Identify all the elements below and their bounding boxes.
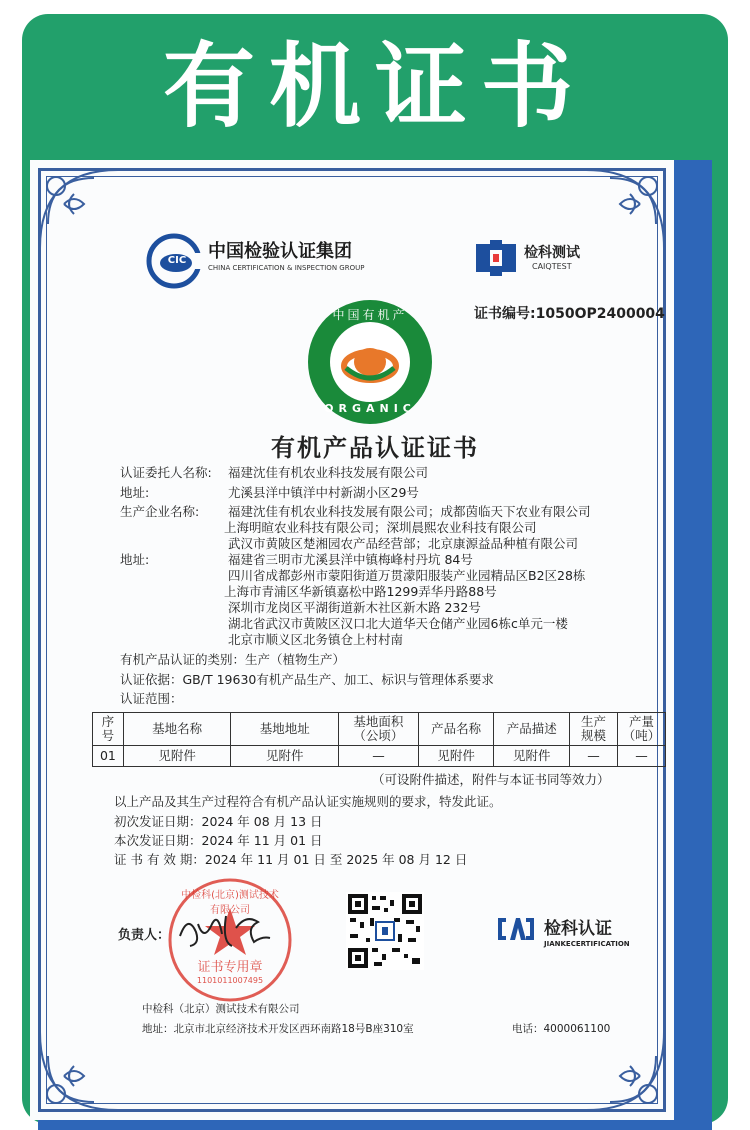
header-cell-base-address [231, 713, 339, 746]
caiqtest-name: 检科测试 [524, 245, 580, 261]
header-cell-base-name [123, 713, 231, 746]
producer-address-line-1: 福建省三明市尤溪县洋中镇梅峰村丹坑 84号 [228, 552, 473, 567]
organic-logo [306, 298, 434, 426]
header-cell-text: （公顷） [353, 728, 404, 743]
table-row [93, 746, 666, 767]
stamp-center-text: 证书专用章 [197, 960, 263, 975]
producer-address-line-6: 北京市顺义区北务镇仓上村村南 [228, 632, 404, 647]
scope-label: 认证范围： [120, 691, 183, 706]
table-cell: 见附件 [418, 746, 494, 767]
header-cell-scale [570, 713, 618, 746]
cic-name: 中国检验认证集团 [208, 241, 352, 262]
header-cell-text: 产品名称 [431, 721, 482, 736]
producer-line-2: 上海明暄农业科技有限公司；深圳晨熙农业科技有限公司 [224, 520, 537, 535]
qr-code-icon [346, 892, 424, 970]
producer-label: 生产企业名称: [120, 504, 200, 519]
client-label: 认证委托人名称: [120, 465, 212, 480]
organic-logo-bottom-text: ORGANIC [324, 402, 416, 415]
table-cell: — [618, 746, 666, 767]
certification-basis: 认证依据：GB/T 19630有机产品生产、加工、标识与管理体系要求 [120, 672, 494, 687]
cic-logo [146, 233, 202, 289]
attachment-note: （可设附件描述，附件与本证书同等效力） [372, 772, 610, 787]
cic-logo-text: CIC [167, 255, 187, 266]
organic-logo-top-text: 中国有机产品 [332, 308, 408, 339]
responsible-label: 负责人： [118, 928, 171, 943]
corner-ornament-top-right [580, 164, 670, 254]
client-value: 福建沈佳有机农业科技发展有限公司 [228, 465, 429, 480]
certificate-title: 有机产品认证证书 [271, 434, 479, 462]
stamp-number: 1101011007495 [196, 976, 264, 985]
compliance-statement: 以上产品及其生产过程符合有机产品认证实施规则的要求，特发此证。 [114, 794, 502, 809]
address-label: 地址: [120, 485, 150, 500]
cic-name-en: CHINA CERTIFICATION & INSPECTION GROUP [208, 264, 365, 272]
producer-address-line-4: 深圳市龙岗区平湖街道新木社区新木路 232号 [228, 600, 481, 615]
header-cell-text: 生产 [581, 714, 607, 729]
signature-image [176, 906, 276, 956]
certificate-number: 证书编号:1050OP2400004 [474, 306, 665, 322]
header-cell-product-name [418, 713, 494, 746]
caiqtest-logo-icon [474, 238, 518, 278]
table-cell: 见附件 [494, 746, 570, 767]
stamp-text: 中检科(北京)测试技术有限公司 [181, 890, 279, 916]
producer-address-label: 地址: [120, 552, 150, 567]
jianke-logo-icon [496, 914, 536, 944]
jianke-name: 检科认证 [544, 919, 612, 939]
scope-table [92, 712, 666, 767]
header-cell-text: 产量 [629, 714, 655, 729]
validity-period: 证 书 有 效 期：2024 年 11 月 01 日 至 2025 年 08 月 12 日 [114, 852, 468, 867]
header-cell-output [618, 713, 666, 746]
first-issue-date: 初次发证日期：2024 年 08 月 13 日 [114, 814, 323, 829]
table-cell: 01 [93, 746, 124, 767]
table-cell: — [570, 746, 618, 767]
this-issue-date: 本次发证日期：2024 年 11 月 01 日 [114, 833, 323, 848]
header-cell-text: 基地地址 [259, 721, 310, 736]
issuing-company-address: 地址：北京市北京经济技术开发区西环南路18号B座310室 [142, 1023, 414, 1035]
header-cell-no [93, 713, 124, 746]
jianke-name-en: JIANKECERTIFICATION [544, 940, 630, 948]
certification-category: 有机产品认证的类别：生产（植物生产） [120, 652, 346, 667]
table-cell: 见附件 [123, 746, 231, 767]
corner-ornament-top-left [34, 164, 124, 254]
header-cell-text: 序 [101, 714, 115, 729]
header-cell-base-area [339, 713, 419, 746]
issuing-company-phone: 电话：4000061100 [512, 1023, 611, 1035]
header-cell-text: 基地面积 [353, 714, 404, 729]
producer-address-line-3: 上海市青浦区华新镇嘉松中路1299弄华丹路88号 [224, 584, 497, 599]
header-cell-product-desc [494, 713, 570, 746]
scope-table-header-row [93, 713, 666, 746]
corner-ornament-bottom-right [580, 1026, 670, 1116]
producer-line-1: 福建沈佳有机农业科技发展有限公司；成都茵临天下农业有限公司 [228, 504, 591, 519]
address-value: 尤溪县洋中镇洋中村新湖小区29号 [228, 485, 419, 500]
producer-address-line-2: 四川省成都彭州市蒙阳街道万贯濛阳服装产业园精品区B2区28栋 [228, 568, 586, 583]
header-cell-text: 号 [101, 728, 115, 743]
table-cell: — [339, 746, 419, 767]
corner-ornament-bottom-left [34, 1026, 124, 1116]
header-cell-text: 产品描述 [506, 721, 557, 736]
producer-line-3: 武汉市黄陂区楚湘园农产品经营部；北京康源益品种植有限公司 [228, 536, 579, 551]
issuing-company: 中检科（北京）测试技术有限公司 [142, 1003, 300, 1015]
caiqtest-name-en: CAIQTEST [532, 262, 572, 271]
banner-title: 有机证书 [162, 33, 587, 140]
table-cell: 见附件 [231, 746, 339, 767]
producer-address-line-5: 湖北省武汉市黄陂区汉口北大道华天仓储产业园6栋c单元一楼 [228, 616, 568, 631]
header-cell-text: （吨） [622, 728, 661, 743]
header-cell-text: 规模 [581, 728, 607, 743]
header-cell-text: 基地名称 [152, 721, 203, 736]
